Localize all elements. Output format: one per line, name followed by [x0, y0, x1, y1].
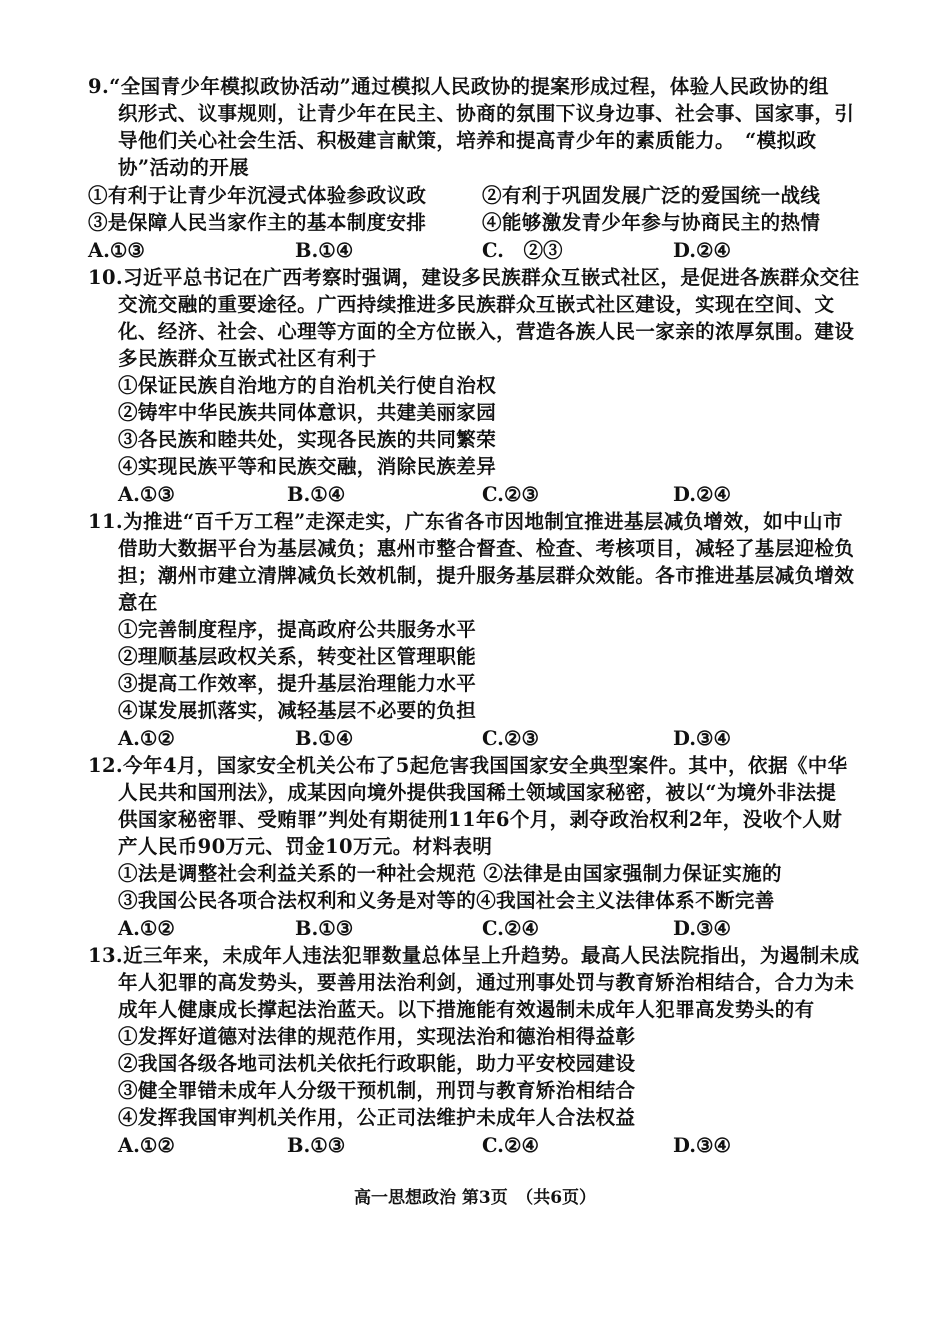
- statement: ①法是调整社会利益关系的一种社会规范 ②法律是由国家强制力保证实施的: [118, 862, 782, 885]
- statement: ②铸牢中华民族共同体意识，共建美丽家园: [118, 401, 497, 424]
- statement: ③健全罪错未成年人分级干预机制，刑罚与教育矫治相结合: [118, 1079, 636, 1102]
- option-c: C.②③: [482, 483, 539, 506]
- question-text-line: 化、经济、社会、心理等方面的全方位嵌入，营造各族人民一家亲的浓厚氛围。建设: [118, 320, 855, 343]
- option-c: C.②④: [482, 917, 539, 940]
- option-b: B.①④: [287, 483, 346, 506]
- question-text-line: 成年人健康成长撑起法治蓝天。以下措施能有效遏制未成年人犯罪高发势头的有: [118, 998, 815, 1021]
- option-a: A.①③: [118, 483, 175, 506]
- question-text-line: 供国家秘密罪、受贿罪”判处有期徒刑11年6个月，剥夺政治权利2年，没收个人财: [118, 808, 843, 831]
- statement: ④谋发展抓落实，减轻基层不必要的负担: [118, 699, 477, 722]
- question-text-line: 人民共和国刑法》，成某因向境外提供我国稀土领域国家秘密，被以“为境外非法提: [118, 781, 837, 804]
- question-text-line: 织形式、议事规则，让青少年在民主、协商的氛围下议身边事、社会事、国家事，引: [118, 102, 855, 125]
- option-c: C. ②③: [482, 239, 563, 262]
- statement: ①发挥好道德对法律的规范作用，实现法治和德治相得益彰: [118, 1025, 636, 1048]
- option-d: D.②④: [673, 239, 731, 262]
- question-text-line: 11.为推进“百千万工程”走深走实，广东省各市因地制宜推进基层减负增效，如中山市: [88, 510, 843, 533]
- option-d: D.③④: [673, 1134, 731, 1157]
- question-text-line: 年人犯罪的高发势头，要善用法治利剑，通过刑事处罚与教育矫治相结合，合力为未: [118, 971, 855, 994]
- question-text-line: 协”活动的开展: [118, 156, 250, 179]
- option-d: D.③④: [673, 727, 731, 750]
- option-c: C.②④: [482, 1134, 539, 1157]
- option-a: A.①②: [118, 1134, 175, 1157]
- statement: ③提高工作效率，提升基层治理能力水平: [118, 672, 477, 695]
- statement: ③是保障人民当家作主的基本制度安排: [88, 211, 427, 234]
- statement: ③我国公民各项合法权利和义务是对等的④我国社会主义法律体系不断完善: [118, 889, 775, 912]
- option-b: B.①③: [295, 917, 354, 940]
- option-d: D.②④: [673, 483, 731, 506]
- option-a: A.①③: [88, 239, 145, 262]
- question-text-line: 导他们关心社会生活、积极建言献策，培养和提高青少年的素质能力。 “模拟政: [118, 129, 817, 152]
- statement: ④发挥我国审判机关作用，公正司法维护未成年人合法权益: [118, 1106, 636, 1129]
- question-text-line: 担；潮州市建立清牌减负长效机制，提升服务基层群众效能。各市推进基层减负增效: [118, 564, 855, 587]
- statement: ①有利于让青少年沉浸式体验参政议政: [88, 184, 427, 207]
- statement: ①完善制度程序，提高政府公共服务水平: [118, 618, 477, 641]
- question-text-line: 13.近三年来，未成年人违法犯罪数量总体呈上升趋势。最高人民法院指出，为遏制未成: [88, 944, 860, 967]
- statement: ④实现民族平等和民族交融，消除民族差异: [118, 455, 497, 478]
- statement: ④能够激发青少年参与协商民主的热情: [482, 211, 821, 234]
- question-text-line: 意在: [118, 591, 158, 614]
- question-text-line: 借助大数据平台为基层减负；惠州市整合督查、检查、考核项目，减轻了基层迎检负: [118, 537, 855, 560]
- option-a: A.①②: [118, 917, 175, 940]
- question-text-line: 交流交融的重要途径。广西持续推进多民族群众互嵌式社区建设，实现在空间、文: [118, 293, 835, 316]
- page-footer: 高一思想政治 第3页 （共6页）: [353, 1188, 597, 1208]
- option-d: D.③④: [673, 917, 731, 940]
- option-c: C.②③: [482, 727, 539, 750]
- option-b: B.①④: [295, 239, 354, 262]
- question-text-line: 9.“全国青少年模拟政协活动”通过模拟人民政协的提案形成过程，体验人民政协的组: [88, 75, 829, 98]
- statement: ②理顺基层政权关系，转变社区管理职能: [118, 645, 477, 668]
- option-b: B.①④: [295, 727, 354, 750]
- question-text-line: 12.今年4月，国家安全机关公布了5起危害我国国家安全典型案件。其中，依据《中华: [88, 754, 848, 777]
- statement: ②有利于巩固发展广泛的爱国统一战线: [482, 184, 821, 207]
- question-text-line: 多民族群众互嵌式社区有利于: [118, 347, 377, 370]
- statement: ③各民族和睦共处，实现各民族的共同繁荣: [118, 428, 497, 451]
- option-a: A.①②: [118, 727, 175, 750]
- question-text-line: 产人民币90万元、罚金10万元。材料表明: [118, 835, 493, 858]
- statement: ①保证民族自治地方的自治机关行使自治权: [118, 374, 497, 397]
- statement: ②我国各级各地司法机关依托行政职能，助力平安校园建设: [118, 1052, 636, 1075]
- question-text-line: 10.习近平总书记在广西考察时强调，建设多民族群众互嵌式社区，是促进各族群众交往: [88, 266, 860, 289]
- option-b: B.①③: [287, 1134, 346, 1157]
